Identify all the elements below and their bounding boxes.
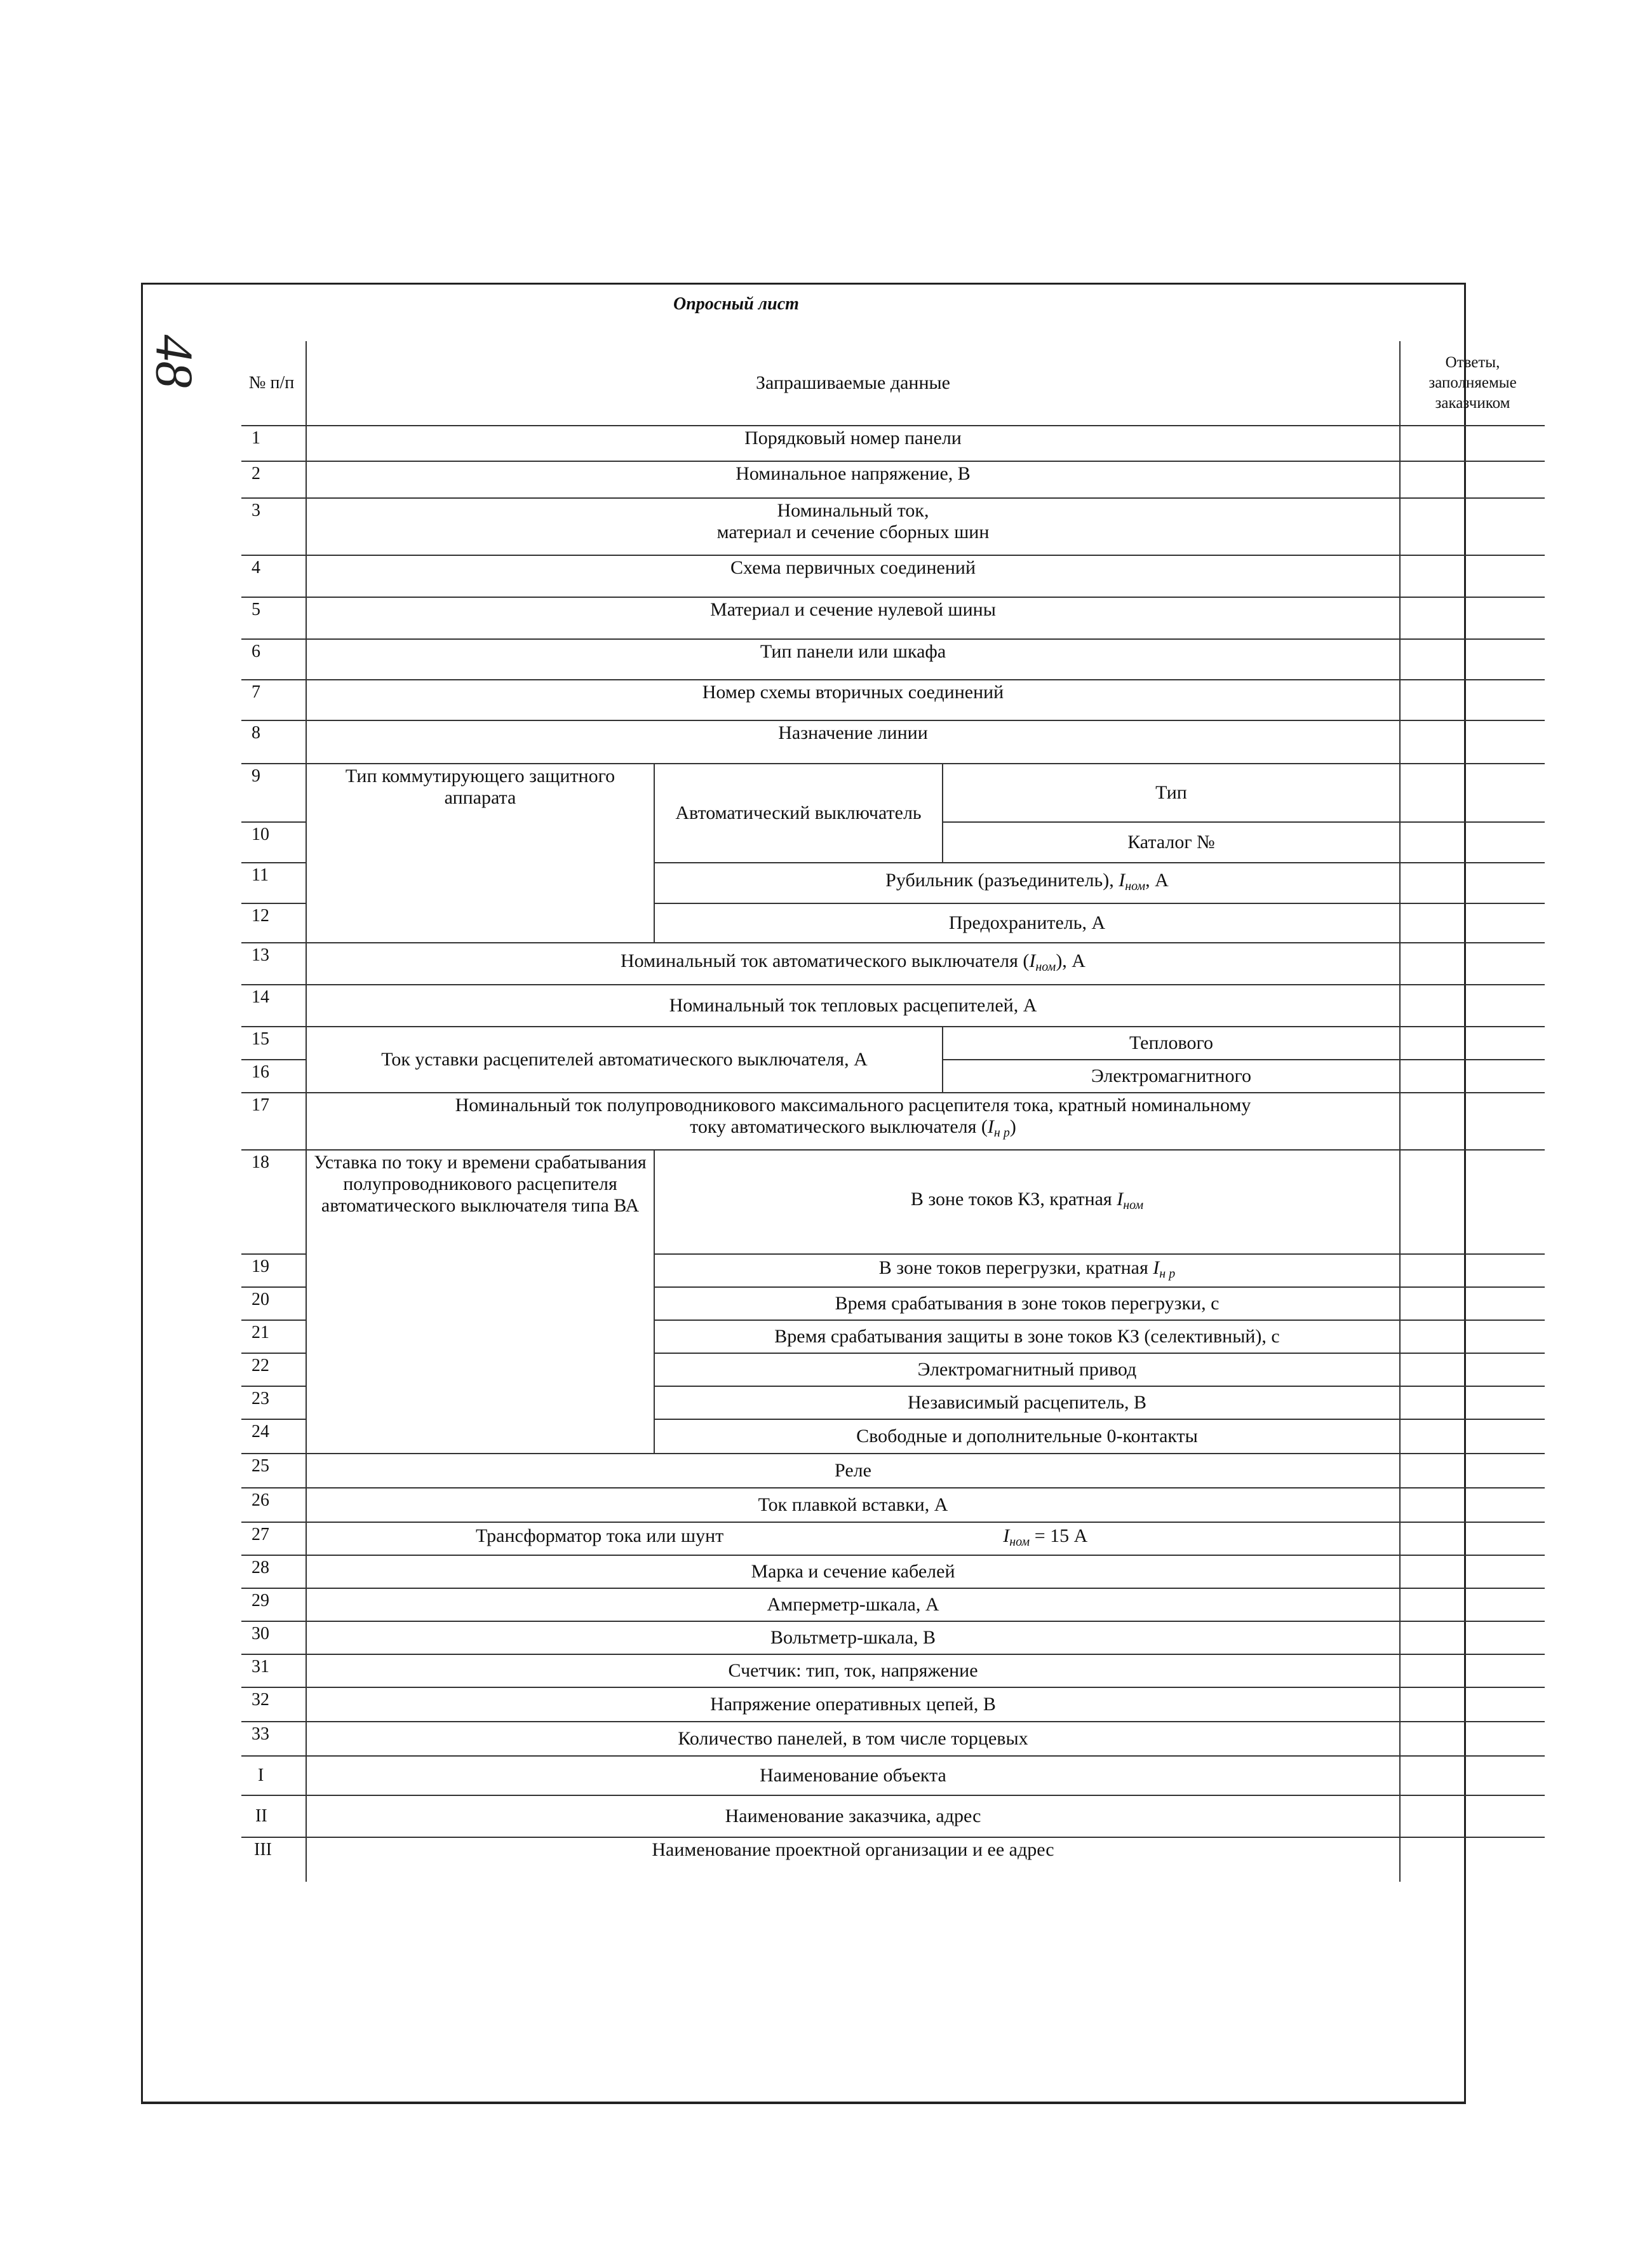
answer-cell[interactable] [1400, 822, 1545, 863]
answer-cell[interactable] [1400, 720, 1545, 764]
row-no: 22 [241, 1353, 306, 1386]
symbol-i: I [1153, 1257, 1160, 1278]
row-no: 1 [241, 426, 306, 461]
answer-cell[interactable] [1400, 426, 1545, 461]
row-text-line2: материал и сечение сборных шин [716, 522, 990, 543]
group-switching-device: Тип коммутирующего защитного аппарата [306, 764, 654, 943]
row-text-main: В зоне токов перегрузки, кратная [878, 1257, 1153, 1278]
header-no: № п/п [241, 341, 306, 426]
answer-cell[interactable] [1400, 1555, 1545, 1588]
row-text: Электромагнитный привод [654, 1353, 1400, 1386]
row-text-main: Трансформатор тока или шунт [476, 1525, 724, 1546]
row-no: 24 [241, 1419, 306, 1454]
answer-cell[interactable] [1400, 597, 1545, 639]
table-row [241, 1687, 1545, 1722]
row-text: Назначение линии [306, 720, 1400, 764]
row-no: 15 [241, 1027, 306, 1060]
row-text: Количество панелей, в том числе торцевых [306, 1722, 1400, 1756]
symbol-i: I [987, 1116, 994, 1137]
row-text: Номинальное напряжение, В [306, 461, 1400, 498]
row-no: 5 [241, 597, 306, 639]
answer-cell[interactable] [1400, 1687, 1545, 1722]
row-no: I [241, 1756, 306, 1795]
symbol-i: I [1117, 1188, 1124, 1210]
row-no: 25 [241, 1454, 306, 1488]
answer-cell[interactable] [1400, 1588, 1545, 1621]
symbol-sub: н р [1159, 1266, 1176, 1281]
table-row [241, 1454, 1545, 1488]
row-no: 28 [241, 1555, 306, 1588]
answer-cell[interactable] [1400, 1837, 1545, 1882]
row-no: 9 [241, 764, 306, 822]
table-row [241, 426, 1545, 461]
row-text-tail: , А [1145, 869, 1169, 891]
row-no: 16 [241, 1060, 306, 1093]
row-text: Наименование заказчика, адрес [306, 1795, 1400, 1837]
table-row [241, 943, 1545, 985]
row-text [654, 1254, 1400, 1287]
table-row [241, 1555, 1545, 1588]
row-text: Счетчик: тип, ток, напряжение [306, 1654, 1400, 1687]
answer-cell[interactable] [1400, 1419, 1545, 1454]
answer-cell[interactable] [1400, 1093, 1545, 1150]
row-text [654, 1150, 1400, 1254]
table-row [241, 1027, 1545, 1060]
table-row [241, 1795, 1545, 1837]
page-number: 48 [144, 334, 204, 388]
row-text-tail: ), А [1056, 950, 1085, 971]
answer-cell[interactable] [1400, 1795, 1545, 1837]
row-text: Ток плавкой вставки, А [306, 1488, 1400, 1522]
row-text: Предохранитель, А [654, 903, 1400, 943]
header-requested: Запрашиваемые данные [306, 341, 1400, 426]
table-row [241, 1488, 1545, 1522]
row-no: II [241, 1795, 306, 1837]
row-no: 7 [241, 680, 306, 720]
table-row [241, 639, 1545, 680]
row-no: 4 [241, 555, 306, 597]
answer-cell[interactable] [1400, 1060, 1545, 1093]
row-text: Напряжение оперативных цепей, В [306, 1687, 1400, 1722]
answer-cell[interactable] [1400, 1254, 1545, 1287]
row-text: Электромагнитного [943, 1060, 1400, 1093]
row-text: Амперметр-шкала, А [306, 1588, 1400, 1621]
row-text-main: Рубильник (разъединитель), [885, 869, 1119, 891]
symbol-sub: ном [1123, 1198, 1144, 1212]
row-no: 31 [241, 1654, 306, 1687]
row-no: 23 [241, 1386, 306, 1419]
answer-cell[interactable] [1400, 1488, 1545, 1522]
table-row [241, 985, 1545, 1027]
row-no: 3 [241, 498, 306, 555]
row-text-line2: току автоматического выключателя ( [690, 1116, 988, 1137]
answer-cell[interactable] [1400, 1353, 1545, 1386]
answer-cell[interactable] [1400, 1522, 1545, 1555]
table-row [241, 1654, 1545, 1687]
row-text: Реле [306, 1454, 1400, 1488]
answer-cell[interactable] [1400, 985, 1545, 1027]
answer-cell[interactable] [1400, 1320, 1545, 1353]
row-text [654, 863, 1400, 903]
row-no: 18 [241, 1150, 306, 1254]
table-row [241, 498, 1545, 555]
row-text: Время срабатывания в зоне токов перегрузки, с [654, 1287, 1400, 1320]
answer-cell[interactable] [1400, 1150, 1545, 1254]
answer-cell[interactable] [1400, 461, 1545, 498]
table-row [241, 1621, 1545, 1654]
row-no: 6 [241, 639, 306, 680]
table-row [241, 1150, 1545, 1254]
answer-cell[interactable] [1400, 903, 1545, 943]
row-text: Наименование объекта [306, 1756, 1400, 1795]
table-row [241, 1522, 1545, 1555]
row-text: Теплового [943, 1027, 1400, 1060]
table-row [241, 764, 1545, 822]
row-no: 13 [241, 943, 306, 985]
row-no: 26 [241, 1488, 306, 1522]
row-no: 8 [241, 720, 306, 764]
answer-cell[interactable] [1400, 863, 1545, 903]
row-no: 14 [241, 985, 306, 1027]
row-text-line1: Номинальный ток полупроводникового максимального расцепителя тока, кратный номинальному [455, 1095, 1251, 1116]
table-row [241, 555, 1545, 597]
symbol-i: I [1003, 1525, 1010, 1546]
row-text: Каталог № [943, 822, 1400, 863]
table-row [241, 680, 1545, 720]
row-no: 10 [241, 822, 306, 863]
row-no: 27 [241, 1522, 306, 1555]
row-no: 19 [241, 1254, 306, 1287]
answer-cell[interactable] [1400, 943, 1545, 985]
row-no: 30 [241, 1621, 306, 1654]
symbol-i: I [1119, 869, 1126, 891]
row-no: 20 [241, 1287, 306, 1320]
row-no: 2 [241, 461, 306, 498]
symbol-sub: ном [1009, 1534, 1030, 1549]
row-text: Вольтметр-шкала, В [306, 1621, 1400, 1654]
row-text: Тип панели или шкафа [306, 639, 1400, 680]
row-text: Порядковый номер панели [306, 426, 1400, 461]
row-no: 32 [241, 1687, 306, 1722]
answer-cell[interactable] [1400, 1621, 1545, 1654]
row-text: Материал и сечение нулевой шины [306, 597, 1400, 639]
answer-cell[interactable] [1400, 1722, 1545, 1756]
row-no: 29 [241, 1588, 306, 1621]
symbol-sub: ном [1035, 959, 1056, 974]
answer-cell[interactable] [1400, 1287, 1545, 1320]
table-row [241, 720, 1545, 764]
answer-cell[interactable] [1400, 555, 1545, 597]
row-no: 21 [241, 1320, 306, 1353]
answer-cell[interactable] [1400, 764, 1545, 822]
header-answers: Ответы, заполняемые заказчиком [1400, 341, 1545, 426]
table-row [241, 1722, 1545, 1756]
answer-cell[interactable] [1400, 680, 1545, 720]
row-no: III [254, 1840, 272, 1860]
symbol-sub: н р [993, 1126, 1010, 1140]
group-semiconductor-setting: Уставка по току и времени срабатывания полупроводникового расцепителя автоматического выключателя типа ВА [306, 1150, 654, 1454]
device-circuit-breaker: Автоматический выключатель [654, 764, 943, 863]
answer-cell[interactable] [1400, 1454, 1545, 1488]
row-text: Схема первичных соединений [306, 555, 1400, 597]
row-text: Номер схемы вторичных соединений [306, 680, 1400, 720]
answer-cell[interactable] [1400, 1386, 1545, 1419]
row-text [306, 1093, 1400, 1150]
row-text: Тип [943, 764, 1400, 822]
row-text: Марка и сечение кабелей [306, 1555, 1400, 1588]
form-title: Опросный лист [673, 294, 799, 314]
answer-cell[interactable] [1400, 639, 1545, 680]
row-text [306, 1522, 1400, 1555]
row-text: Время срабатывания защиты в зоне токов КЗ (селективный), с [654, 1320, 1400, 1353]
table-row [241, 461, 1545, 498]
row-no: 12 [241, 903, 306, 943]
row-text-main: Номинальный ток автоматического выключателя ( [621, 950, 1030, 971]
answer-cell[interactable] [1400, 1027, 1545, 1060]
row-text-line1: Номинальный ток, [777, 500, 929, 521]
row-text: Наименование проектной организации и ее адрес [306, 1837, 1400, 1882]
table-row [241, 1756, 1545, 1795]
answer-cell[interactable] [1400, 1756, 1545, 1795]
row-no: 33 [241, 1722, 306, 1756]
row-text: Свободные и дополнительные 0-контакты [654, 1419, 1400, 1454]
row-text-main: В зоне токов КЗ, кратная [910, 1188, 1117, 1210]
symbol-i: I [1029, 950, 1036, 971]
row-text-tail: = 15 А [1030, 1525, 1088, 1546]
table-row [241, 1837, 1545, 1882]
table-row [241, 1588, 1545, 1621]
answer-cell[interactable] [1400, 1654, 1545, 1687]
row-text: Номинальный ток тепловых расцепителей, А [306, 985, 1400, 1027]
table-row [241, 597, 1545, 639]
row-text-tail: ) [1009, 1116, 1016, 1137]
header-row [241, 341, 1545, 426]
group-trip-setting: Ток уставки расцепителей автоматического выключателя, А [306, 1027, 943, 1093]
row-text [306, 498, 1400, 555]
answer-cell[interactable] [1400, 498, 1545, 555]
questionnaire-table [241, 341, 1545, 1882]
row-no: 11 [241, 863, 306, 903]
row-text [306, 943, 1400, 985]
symbol-sub: ном [1125, 879, 1146, 893]
row-no: 17 [241, 1093, 306, 1150]
row-text: Независимый расцепитель, В [654, 1386, 1400, 1419]
table-row [241, 1093, 1545, 1150]
